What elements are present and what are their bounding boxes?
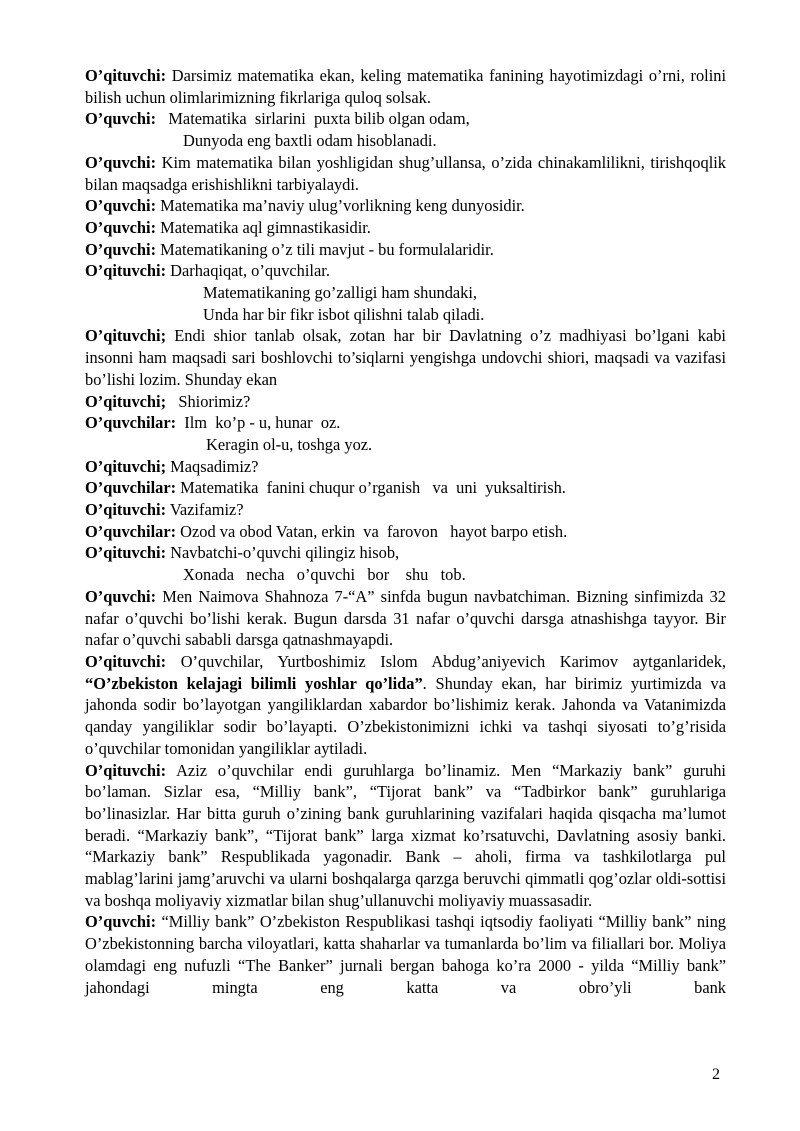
- speaker-label: O’quvchi:: [85, 196, 157, 216]
- dialogue-text: Aziz o’quvchilar endi guruhlarga bo’linamiz. Men “Markaziy bank” guruhi bo’laman. Sizlar esa, “Milliy bank”, “Tijorat bank” va “Tadbirkor bank” guruhlariga bo’linasizlar. Har bitta guruh o’zining bank guruhlarining vazifalari haqida qisqacha ma’lumot beradi. “Markaziy bank”, “Tijorat bank” larga xizmat ko’rsatuvchi, Davlatning asosiy banki. “Markaziy bank” Respublikada yagonadir. Bank – aholi, firma va tashkilotlarga pul mablag’larini jamg’aruvchi va ularni boshqalarga qarzga beruvchi qimmatli qog’ozlar oldi-sottisi va boshqa moliyaviy xizmatlar bilan shug’ullanuvchi moliyaviy muassasadir.: [85, 760, 726, 910]
- dialogue-text: Matematikaning o’z tili mavjut - bu formulalaridir.: [156, 239, 494, 259]
- dialogue-text: Kim matematika bilan yoshligidan shug’ullansa, o’zida chinakamlilikni, tirishqoqlik bilan maqsadga erishishlikni tarbiyalaydi.: [85, 152, 726, 194]
- dialogue-paragraph: [85, 456, 726, 478]
- verse-line: Unda har bir fikr isbot qilishni talab qiladi.: [203, 304, 485, 324]
- dialogue-paragraph: [85, 108, 726, 130]
- speaker-label: O’quvchi:: [85, 217, 157, 237]
- speaker-label: O’qituvchi:: [85, 760, 167, 780]
- dialogue-paragraph: [85, 391, 726, 413]
- speaker-label: O’qituvchi:: [85, 261, 167, 281]
- dialogue-paragraph: [85, 152, 726, 195]
- page-number: 2: [712, 1066, 720, 1083]
- speaker-label: O’quvchi:: [85, 152, 157, 172]
- dialogue-paragraph: [85, 760, 726, 912]
- quote-text: “O’zbekiston kelajagi bilimli yoshlar qo’lida”: [85, 673, 423, 693]
- dialogue-paragraph: [85, 651, 726, 760]
- dialogue-text: . Shunday ekan, har birimiz yurtimizda va jahonda sodir bo’layotgan yangiliklardan xabardor bo’lishimiz kerak. Jahonda va Vatanimizda qanday yangiliklar sodir bo’layapti. O’zbekistonimizni ichki va tashqi siyosati to’g’risida o’quvchilar tomonidan yangiliklar aytiladi.: [85, 673, 726, 758]
- speaker-label: O’quvchilar:: [85, 478, 177, 498]
- speaker-label: O’quvchilar:: [85, 413, 177, 433]
- verse-line: Matematikaning go’zalligi ham shundaki,: [203, 283, 478, 303]
- verse-line: Xonada necha o’quvchi bor shu tob.: [183, 565, 466, 585]
- dialogue-text: Endi shior tanlab olsak, zotan har bir Davlatning o’z madhiyasi bo’lgani kabi insonni ham maqsadi sari boshlovchi to’siqlarni yengishga undovchi shiori, maqsadi va vazifasi bo’lishi lozim. Shunday ekan: [85, 326, 726, 389]
- dialogue-paragraph: [85, 217, 726, 239]
- dialogue-text: Men Naimova Shahnoza 7-“A” sinfda bugun navbatchiman. Bizning sinfimizda 32 nafar o’quvchi bo’lishi kerak. Bugun darsda 31 nafar o’quvchi darsga atnashishga tayyor. Bir nafar o’quvchi sababli darsga qatnashmayapdi.: [85, 586, 726, 650]
- dialogue-text: Vazifamiz?: [166, 500, 244, 520]
- dialogue-text: Matematika fanini chuqur o’rganish va uni yuksaltirish.: [176, 478, 566, 498]
- dialogue-paragraph: [85, 586, 726, 651]
- speaker-label: O’qituvchi:: [85, 651, 167, 671]
- speaker-label: O’qituvchi;: [85, 456, 167, 476]
- dialogue-text: Shiorimiz?: [166, 391, 251, 411]
- dialogue-paragraph: [85, 239, 726, 261]
- dialogue-text: Darsimiz matematika ekan, keling matematika fanining hayotimizdagi o’rni, rolini bilish uchun olimlarimizning fikrlariga quloq solsak.: [85, 66, 726, 107]
- dialogue-paragraph: [85, 412, 726, 434]
- speaker-label: O’quvchi:: [85, 586, 157, 606]
- verse-line: Dunyoda eng baxtli odam hisoblanadi.: [183, 131, 437, 151]
- speaker-label: O’quvchi:: [85, 109, 157, 129]
- verse-line: Keragin ol-u, toshga yoz.: [206, 434, 373, 454]
- dialogue-text: Matematika ma’naviy ulug’vorlikning keng dunyosidir.: [156, 196, 525, 216]
- dialogue-paragraph: [85, 65, 726, 108]
- speaker-label: O’quvchi:: [85, 239, 157, 259]
- speaker-label: O’quvchilar:: [85, 521, 177, 541]
- dialogue-text: Matematika sirlarini puxta bilib olgan odam,: [156, 109, 470, 129]
- document-page: [85, 65, 726, 998]
- speaker-label: O’qituvchi;: [85, 391, 167, 411]
- dialogue-text: “Milliy bank” O’zbekiston Respublikasi tashqi iqtsodiy faoliyati “Milliy bank” ning O’zbekistonning barcha viloyatlari, katta shaharlar va tumanlarda bo’lim va filiallari bor. Moliya olamdagi eng nufuzli “The Banker” jurnali bergan bahoga ko’ra 2000 - yilda “Milliy bank” jahondagi mingta eng katta va obro’yli bank: [85, 912, 726, 997]
- speaker-label: O’qituvchi;: [85, 326, 167, 346]
- dialogue-paragraph: [85, 911, 726, 998]
- dialogue-text: Matematika aql gimnastikasidir.: [156, 217, 371, 237]
- speaker-label: O’qituvchi:: [85, 500, 167, 520]
- dialogue-text: Maqsadimiz?: [166, 456, 259, 476]
- dialogue-paragraph: [85, 477, 726, 499]
- dialogue-text: Navbatchi-o’quvchi qilingiz hisob,: [166, 543, 400, 563]
- dialogue-text: Ozod va obod Vatan, erkin va farovon hayot barpo etish.: [176, 521, 568, 541]
- dialogue-text: Ilm ko’p - u, hunar oz.: [176, 413, 341, 433]
- dialogue-paragraph: [85, 325, 726, 390]
- dialogue-paragraph: [85, 521, 726, 543]
- speaker-label: O’qituvchi:: [85, 66, 167, 85]
- dialogue-paragraph: [85, 499, 726, 521]
- dialogue-text: Darhaqiqat, o’quvchilar.: [166, 261, 330, 281]
- dialogue-paragraph: [85, 260, 726, 282]
- speaker-label: O’qituvchi:: [85, 543, 167, 563]
- dialogue-paragraph: [85, 542, 726, 564]
- speaker-label: O’quvchi:: [85, 912, 157, 932]
- dialogue-text: O’quvchilar, Yurtboshimiz Islom Abdug’aniyevich Karimov aytganlaridek,: [166, 651, 726, 671]
- dialogue-paragraph: [85, 195, 726, 217]
